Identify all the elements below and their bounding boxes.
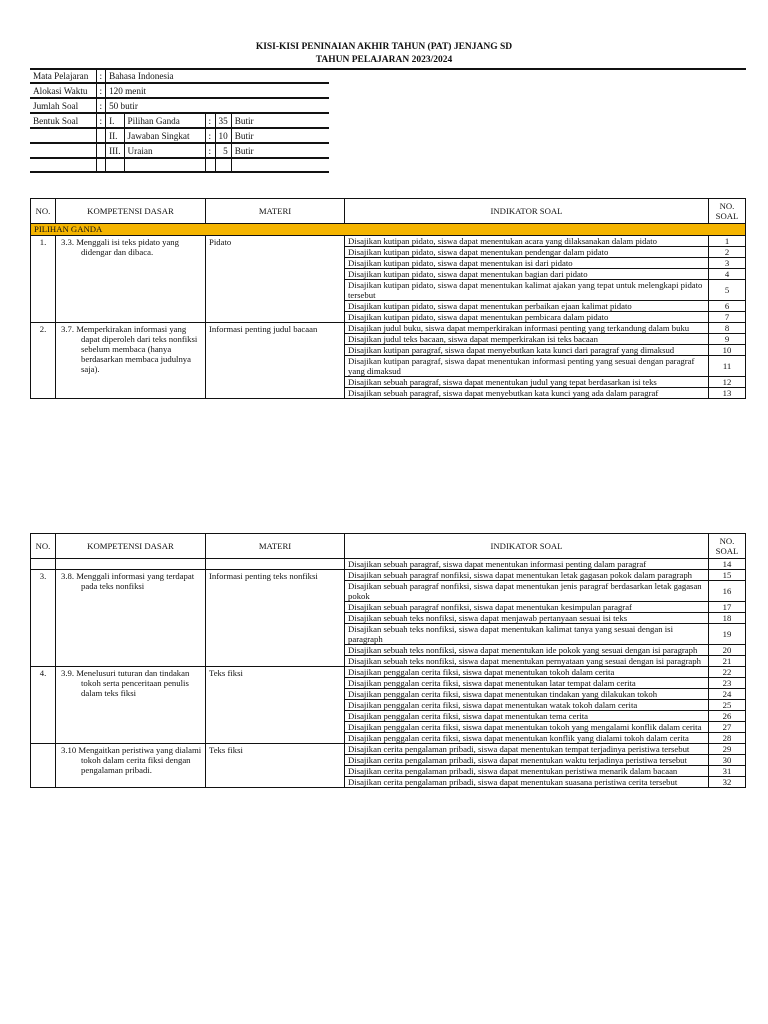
kd-code: 3.8. [61,571,75,581]
soal-number-cell: 15 [709,570,746,581]
col-materi: MATERI [206,199,345,224]
bentuk-roman: III. [106,143,124,158]
kisi-table-page-1 [30,198,746,399]
soal-number-cell: 23 [709,678,746,689]
indikator-cell: Disajikan kutipan pidato, siswa dapat menentukan acara yang dilaksanakan dalam pidato [345,236,709,247]
soal-number-cell: 3 [709,258,746,269]
colon: : [96,113,106,128]
kompetensi-dasar-cell [56,323,206,399]
soal-number-cell: 4 [709,269,746,280]
table-row [31,667,746,678]
group-number-cell [31,744,56,788]
blank-cell [31,559,56,570]
col-no: NO. [31,199,56,224]
table-row [31,570,746,581]
kompetensi-dasar-text [59,237,202,257]
soal-number-cell: 12 [709,377,746,388]
group-number-cell: 3. [31,570,56,667]
indikator-cell: Disajikan penggalan cerita fiksi, siswa dapat menentukan tokoh dalam cerita [345,667,709,678]
bentuk-name: Jawaban Singkat [124,128,205,143]
indikator-cell: Disajikan penggalan cerita fiksi, siswa dapat menentukan latar tempat dalam cerita [345,678,709,689]
colon: : [96,69,106,83]
indikator-cell: Disajikan sebuah paragraf nonfiksi, siswa dapat menentukan jenis paragraf berdasarkan letak gagasan pokok [345,581,709,602]
materi-cell: Pidato [206,236,345,323]
bentuk-unit: Butir [231,128,329,143]
indikator-cell: Disajikan sebuah paragraf, siswa dapat menentukan judul yang tepat berdasarkan isi teks [345,377,709,388]
mapel-label: Mata Pelajaran [30,69,96,83]
indikator-cell: Disajikan cerita pengalaman pribadi, siswa dapat menentukan peristiwa menarik dalam bacaan [345,766,709,777]
soal-number-cell: 28 [709,733,746,744]
soal-number-cell: 8 [709,323,746,334]
soal-number-cell: 30 [709,755,746,766]
colon: : [96,98,106,113]
indikator-cell: Disajikan cerita pengalaman pribadi, siswa dapat menentukan suasana peristiwa cerita tersebut [345,777,709,788]
kompetensi-dasar-cell [56,236,206,323]
indikator-cell: Disajikan kutipan paragraf, siswa dapat menentukan informasi penting yang sesuai dengan paragraf yang dimaksud [345,356,709,377]
indikator-cell: Disajikan judul buku, siswa dapat memperkirakan informasi penting yang terkandung dalam buku [345,323,709,334]
indikator-cell: Disajikan kutipan paragraf, siswa dapat menyebutkan kata kunci dari paragraf yang dimaksud [345,345,709,356]
materi-cell: Informasi penting teks nonfiksi [206,570,345,667]
kompetensi-dasar-cell [56,667,206,744]
indikator-cell: Disajikan penggalan cerita fiksi, siswa dapat menentukan tindakan yang dilakukan tokoh [345,689,709,700]
indikator-cell: Disajikan sebuah paragraf nonfiksi, siswa dapat menentukan kesimpulan paragraf [345,602,709,613]
kd-code: 3.7. [61,324,75,334]
col-indikator-soal: INDIKATOR SOAL [345,199,709,224]
group-number-cell: 4. [31,667,56,744]
soal-number-cell: 27 [709,722,746,733]
table-row [31,744,746,755]
indikator-cell: Disajikan judul teks bacaan, siswa dapat memperkirakan isi teks bacaan [345,334,709,345]
jumlah-value: 50 butir [106,98,330,113]
kd-description: Memperkirakan informasi yang dapat diperoleh dari teks nonfiksi sebelum membaca (hanya berdasarkan membaca judulnya saja). [76,324,198,374]
materi-cell: Teks fiksi [206,744,345,788]
soal-number-cell: 26 [709,711,746,722]
indikator-cell: Disajikan kutipan pidato, siswa dapat menentukan kalimat ajakan yang tepat untuk melengkapi pidato tersebut [345,280,709,301]
soal-number-cell: 6 [709,301,746,312]
indikator-cell: Disajikan kutipan pidato, siswa dapat menentukan isi dari pidato [345,258,709,269]
col-materi: MATERI [206,534,345,559]
mapel-value: Bahasa Indonesia [106,69,330,83]
document-title: KISI-KISI PENINAIAN AKHIR TAHUN (PAT) JENJANG SD [255,42,513,52]
indikator-cell: Disajikan kutipan pidato, siswa dapat menentukan bagian dari pidato [345,269,709,280]
blank-cell [205,158,215,172]
kompetensi-dasar-cell [56,744,206,788]
col-kompetensi-dasar: KOMPETENSI DASAR [56,199,206,224]
alokasi-label: Alokasi Waktu [30,83,96,98]
col-indikator-soal: INDIKATOR SOAL [345,534,709,559]
blank-cell [30,143,96,158]
kd-code: 3.9. [61,668,75,678]
kd-description: Menggali isi teks pidato yang didengar dan dibaca. [76,237,179,257]
bentuk-label: Bentuk Soal [30,113,96,128]
indikator-cell: Disajikan penggalan cerita fiksi, siswa dapat menentukan konflik yang dialami tokoh dalam cerita [345,733,709,744]
kd-code: 3.10 [61,745,77,755]
materi-cell: Teks fiksi [206,667,345,744]
kisi-table-page-2 [30,533,746,788]
colon: : [205,143,215,158]
bentuk-count: 5 [215,143,231,158]
bentuk-count: 35 [215,113,231,128]
table-row [31,559,746,570]
kompetensi-dasar-text [59,571,202,591]
bentuk-count: 10 [215,128,231,143]
blank-cell [96,143,106,158]
soal-number-cell: 7 [709,312,746,323]
blank-cell [56,559,206,570]
indikator-cell: Disajikan cerita pengalaman pribadi, siswa dapat menentukan waktu terjadinya peristiwa tersebut [345,755,709,766]
soal-number-cell: 19 [709,624,746,645]
colon: : [205,113,215,128]
col-no-soal: NO. SOAL [709,534,746,559]
document-subtitle: TAHUN PELAJARAN 2023/2024 [315,55,453,65]
soal-number-cell: 18 [709,613,746,624]
colon: : [205,128,215,143]
kompetensi-dasar-text [59,324,202,374]
bentuk-name: Uraian [124,143,205,158]
indikator-cell: Disajikan kutipan pidato, siswa dapat menentukan perbaikan ejaan kalimat pidato [345,301,709,312]
indikator-cell: Disajikan penggalan cerita fiksi, siswa dapat menentukan watak tokoh dalam cerita [345,700,709,711]
soal-number-cell: 32 [709,777,746,788]
soal-number-cell: 14 [709,559,746,570]
indikator-cell: Disajikan penggalan cerita fiksi, siswa dapat menentukan tokoh yang mengalami konflik dalam cerita [345,722,709,733]
blank-cell [215,158,231,172]
bentuk-roman: II. [106,128,124,143]
soal-number-cell: 21 [709,656,746,667]
indikator-cell: Disajikan sebuah teks nonfiksi, siswa dapat menjawab pertanyaan sesuai isi teks [345,613,709,624]
bentuk-name: Pilihan Ganda [124,113,205,128]
table-row [31,323,746,334]
indikator-cell: Disajikan penggalan cerita fiksi, siswa dapat menentukan tema cerita [345,711,709,722]
kd-description: Menelusuri tuturan dan tindakan tokoh serta penceritaan penulis dalam teks fiksi [76,668,190,698]
indikator-cell: Disajikan sebuah paragraf, siswa dapat menentukan informasi penting dalam paragraf [345,559,709,570]
soal-number-cell: 5 [709,280,746,301]
blank-cell [124,158,205,172]
blank-cell [30,128,96,143]
indikator-cell: Disajikan sebuah teks nonfiksi, siswa dapat menentukan pernyataan yang sesuai dengan isi paragraph [345,656,709,667]
soal-number-cell: 29 [709,744,746,755]
group-number-cell: 1. [31,236,56,323]
colon: : [96,83,106,98]
soal-number-cell: 10 [709,345,746,356]
soal-number-cell: 25 [709,700,746,711]
col-no: NO. [31,534,56,559]
soal-number-cell: 2 [709,247,746,258]
soal-number-cell: 31 [709,766,746,777]
col-kompetensi-dasar: KOMPETENSI DASAR [56,534,206,559]
blank-cell [96,128,106,143]
kompetensi-dasar-cell [56,570,206,667]
soal-number-cell: 1 [709,236,746,247]
bentuk-unit: Butir [231,143,329,158]
indikator-cell: Disajikan sebuah teks nonfiksi, siswa dapat menentukan ide pokok yang sesuai dengan isi paragraph [345,645,709,656]
indikator-cell: Disajikan kutipan pidato, siswa dapat menentukan pembicara dalam pidato [345,312,709,323]
soal-number-cell: 22 [709,667,746,678]
indikator-cell: Disajikan sebuah paragraf nonfiksi, siswa dapat menentukan letak gagasan pokok dalam paragraph [345,570,709,581]
kompetensi-dasar-text [59,745,202,775]
bentuk-unit: Butir [231,113,329,128]
blank-cell [231,158,329,172]
kompetensi-dasar-text [59,668,202,698]
blank-cell [106,158,124,172]
kd-description: Menggali informasi yang terdapat pada teks nonfiksi [76,571,195,591]
section-row [31,224,746,236]
soal-number-cell: 17 [709,602,746,613]
table-row [31,236,746,247]
jumlah-label: Jumlah Soal [30,98,96,113]
blank-cell [96,158,106,172]
indikator-cell: Disajikan cerita pengalaman pribadi, siswa dapat menentukan tempat terjadinya peristiwa tersebut [345,744,709,755]
kd-description: Mengaitkan peristiwa yang dialami tokoh dalam cerita fiksi dengan pengalaman pribadi. [78,745,202,775]
soal-number-cell: 13 [709,388,746,399]
soal-number-cell: 16 [709,581,746,602]
blank-cell [30,158,96,172]
bentuk-roman: I. [106,113,124,128]
soal-number-cell: 9 [709,334,746,345]
group-number-cell: 2. [31,323,56,399]
soal-number-cell: 20 [709,645,746,656]
indikator-cell: Disajikan kutipan pidato, siswa dapat menentukan pendengar dalam pidato [345,247,709,258]
soal-number-cell: 11 [709,356,746,377]
indikator-cell: Disajikan sebuah teks nonfiksi, siswa dapat menentukan kalimat tanya yang sesuai dengan isi paragraph [345,624,709,645]
col-no-soal: NO. SOAL [709,199,746,224]
alokasi-value: 120 menit [106,83,330,98]
materi-cell: Informasi penting judul bacaan [206,323,345,399]
kd-code: 3.3. [61,237,75,247]
soal-number-cell: 24 [709,689,746,700]
indikator-cell: Disajikan sebuah paragraf, siswa dapat menyebutkan kata kunci yang ada dalam paragraf [345,388,709,399]
blank-cell [206,559,345,570]
info-table [30,69,329,173]
section-pilihan-ganda: PILIHAN GANDA [31,224,746,236]
